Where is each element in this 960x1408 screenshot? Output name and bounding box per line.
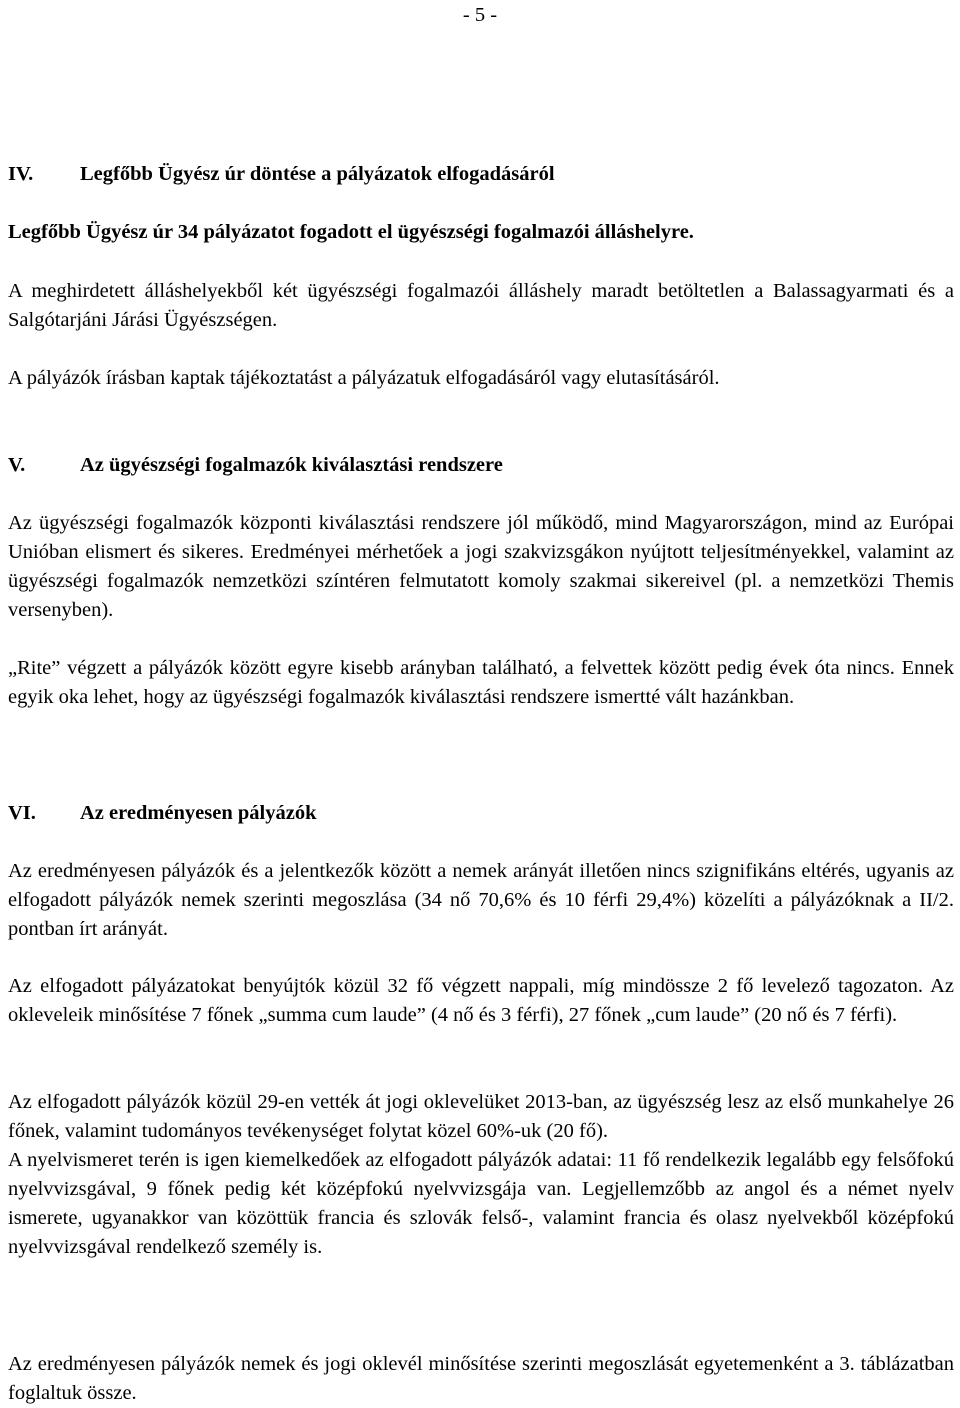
- section-v-number: V.: [8, 454, 26, 476]
- section-vi-paragraph-2: Az elfogadott pályázatokat benyújtók közül 32 fő végzett nappali, míg mindössze 2 fő levelező tagozaton. Az okleveleik minősítése 7 főnek „summa cum laude” (4 nő és 3 férfi), 27 főnek „cum laude” (20 nő és 7 férfi).: [8, 975, 954, 1026]
- section-v-paragraph-1: Az ügyészségi fogalmazók központi kiválasztási rendszere jól működő, mind Magyarországon, mind az Európai Unióban elismert és sikeres. Eredményei mérhetőek a jogi szakvizsgákon nyújtott teljesítményekkel, valamint az ügyészségi fogalmazók nemzetközi színtéren felmutatott komoly szakmai sikereivel (pl. a nemzetközi Themis versenyben).: [8, 512, 954, 621]
- section-iv-heading: [8, 162, 555, 186]
- section-iv-paragraph-1: A meghirdetett álláshelyekből két ügyészségi fogalmazói álláshely maradt betöltetlen a Balassagyarmati és a Salgótarjáni Járási Ügyészségen.: [8, 280, 954, 331]
- page-number: - 5 -: [462, 4, 498, 26]
- section-iv-paragraph-2: A pályázók írásban kaptak tájékoztatást a pályázatuk elfogadásáról vagy elutasításáról.: [8, 367, 720, 389]
- section-vi-number: VI.: [8, 802, 36, 824]
- section-vi-paragraph-1: Az eredményesen pályázók és a jelentkezők között a nemek arányát illetően nincs szignifikáns eltérés, ugyanis az elfogadott pályázók nemek szerinti megoszlása (34 nő 70,6% és 10 férfi 29,4%) közelíti a pályázóknak a II/2. pontban írt arányát.: [8, 860, 954, 940]
- section-vi-title: Az eredményesen pályázók: [80, 802, 317, 824]
- section-v-title: Az ügyészségi fogalmazók kiválasztási rendszere: [80, 454, 503, 476]
- section-v-heading: [8, 453, 503, 477]
- section-iv-number: IV.: [8, 163, 34, 185]
- section-vi-paragraph-4: A nyelvismeret terén is igen kiemelkedőek az elfogadott pályázók adatai: 11 fő rendelkezik legalább egy felsőfokú nyelvvizsgával, 9 főnek pedig két középfokú nyelvvizsgája van. Legjellemzőbb az angol és a német nyelv ismerete, ugyanakkor van közöttük francia és szlovák felső-, valamint francia és olasz nyelvekből középfokú nyelvvizsgával rendelkező személy is.: [8, 1149, 954, 1258]
- section-iv-subtitle: Legfőbb Ügyész úr 34 pályázatot fogadott el ügyészségi fogalmazói álláshelyre.: [8, 221, 694, 243]
- section-vi-paragraph-3: Az elfogadott pályázók közül 29-en vették át jogi oklevelüket 2013-ban, az ügyészség lesz az első munkahelye 26 főnek, valamint tudományos tevékenységet folytat közel 60%-uk (20 fő).: [8, 1091, 954, 1142]
- section-v-paragraph-2: „Rite” végzett a pályázók között egyre kisebb arányban található, a felvettek között pedig évek óta nincs. Ennek egyik oka lehet, hogy az ügyészségi fogalmazók kiválasztási rendszere ismertté vált hazánkban.: [8, 657, 954, 708]
- section-vi-heading: [8, 801, 316, 825]
- section-iv-title: Legfőbb Ügyész úr döntése a pályázatok elfogadásáról: [80, 163, 555, 185]
- section-vi-paragraph-5: Az eredményesen pályázók nemek és jogi oklevél minősítése szerinti megoszlását egyetemenként a 3. táblázatban foglaltuk össze.: [8, 1353, 954, 1404]
